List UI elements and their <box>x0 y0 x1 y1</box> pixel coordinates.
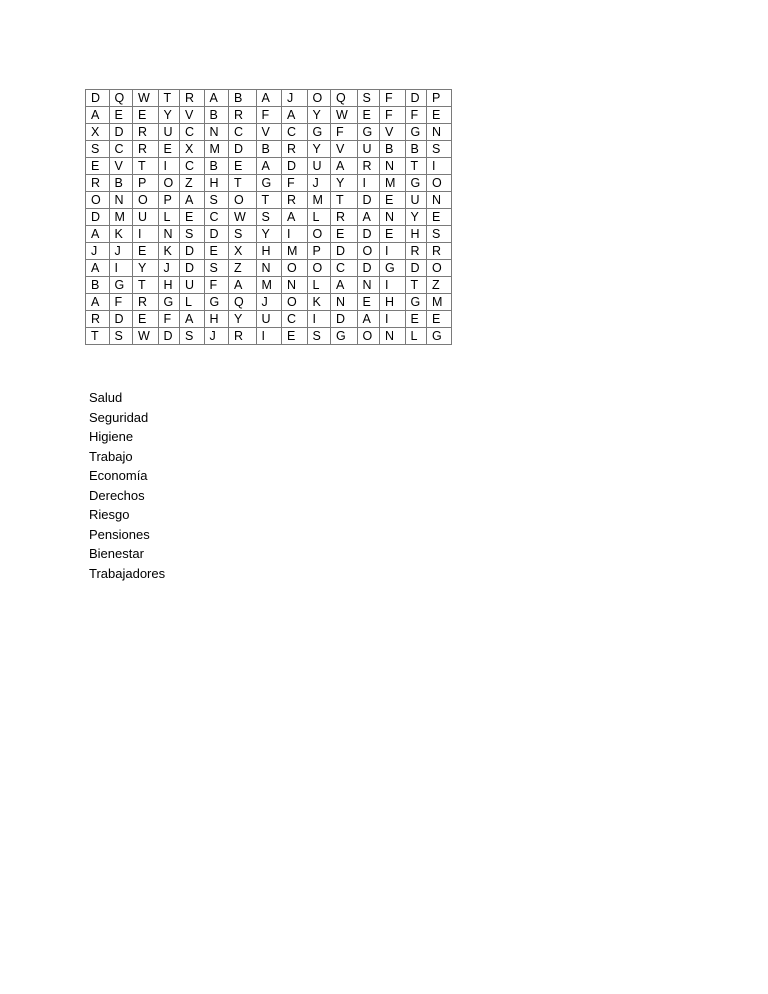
grid-letter-cell: H <box>204 311 229 328</box>
grid-letter-cell: F <box>405 107 427 124</box>
grid-letter-cell: J <box>158 260 180 277</box>
grid-letter-cell: I <box>307 311 331 328</box>
grid-row <box>86 294 452 311</box>
grid-row <box>86 226 452 243</box>
grid-row <box>86 260 452 277</box>
grid-row <box>86 243 452 260</box>
grid-row <box>86 124 452 141</box>
word-list-item: Trabajadores <box>89 565 166 581</box>
grid-letter-cell: O <box>282 294 308 311</box>
grid-letter-cell: F <box>380 107 406 124</box>
grid-letter-cell: R <box>331 209 358 226</box>
word-list-item: Seguridad <box>89 409 149 425</box>
grid-letter-cell: L <box>180 294 205 311</box>
grid-letter-cell: U <box>256 311 282 328</box>
grid-letter-cell: U <box>357 141 380 158</box>
grid-letter-cell: W <box>331 107 358 124</box>
grid-letter-cell: N <box>357 277 380 294</box>
grid-letter-cell: O <box>307 226 331 243</box>
grid-letter-cell: I <box>256 328 282 345</box>
grid-letter-cell: M <box>109 209 133 226</box>
grid-letter-cell: E <box>427 311 452 328</box>
grid-letter-cell: C <box>229 124 257 141</box>
grid-letter-cell: I <box>133 226 159 243</box>
grid-letter-cell: E <box>86 158 110 175</box>
grid-letter-cell: N <box>282 277 308 294</box>
grid-letter-cell: U <box>180 277 205 294</box>
grid-letter-cell: O <box>282 260 308 277</box>
grid-letter-cell: O <box>229 192 257 209</box>
grid-letter-cell: N <box>380 158 406 175</box>
grid-letter-cell: S <box>180 226 205 243</box>
grid-letter-cell: O <box>357 243 380 260</box>
grid-letter-cell: F <box>204 277 229 294</box>
grid-letter-cell: G <box>256 175 282 192</box>
grid-letter-cell: O <box>427 260 452 277</box>
grid-letter-cell: B <box>204 107 229 124</box>
grid-letter-cell: F <box>256 107 282 124</box>
grid-letter-cell: D <box>331 311 358 328</box>
grid-letter-cell: L <box>158 209 180 226</box>
grid-letter-cell: I <box>158 158 180 175</box>
grid-letter-cell: R <box>229 107 257 124</box>
word-list-item: Salud <box>89 390 123 405</box>
grid-letter-cell: D <box>357 226 380 243</box>
grid-letter-cell: R <box>229 328 257 345</box>
grid-letter-cell: L <box>405 328 427 345</box>
grid-letter-cell: A <box>229 277 257 294</box>
grid-letter-cell: K <box>158 243 180 260</box>
word-search-grid-body <box>86 90 452 345</box>
grid-letter-cell: G <box>357 124 380 141</box>
grid-letter-cell: B <box>204 158 229 175</box>
grid-letter-cell: R <box>405 243 427 260</box>
grid-letter-cell: D <box>86 209 110 226</box>
grid-letter-cell: Z <box>180 175 205 192</box>
grid-letter-cell: G <box>427 328 452 345</box>
grid-letter-cell: Y <box>158 107 180 124</box>
grid-letter-cell: X <box>180 141 205 158</box>
grid-letter-cell: H <box>204 175 229 192</box>
grid-letter-cell: Q <box>109 90 133 107</box>
grid-letter-cell: K <box>307 294 331 311</box>
word-list-item: Riesgo <box>89 507 130 522</box>
grid-letter-cell: G <box>204 294 229 311</box>
grid-letter-cell: A <box>86 294 110 311</box>
grid-letter-cell: T <box>229 175 257 192</box>
grid-letter-cell: Q <box>229 294 257 311</box>
grid-letter-cell: O <box>357 328 380 345</box>
grid-letter-cell: H <box>256 243 282 260</box>
grid-letter-cell: D <box>180 260 205 277</box>
word-list-item: Economía <box>89 468 148 483</box>
grid-letter-cell: O <box>158 175 180 192</box>
grid-row <box>86 175 452 192</box>
grid-letter-cell: D <box>405 260 427 277</box>
grid-letter-cell: S <box>307 328 331 345</box>
grid-letter-cell: A <box>282 209 308 226</box>
grid-letter-cell: S <box>180 328 205 345</box>
grid-letter-cell: J <box>256 294 282 311</box>
grid-letter-cell: G <box>405 294 427 311</box>
grid-letter-cell: R <box>357 158 380 175</box>
word-list-item: Trabajo <box>89 448 133 464</box>
grid-letter-cell: U <box>405 192 427 209</box>
grid-letter-cell: S <box>86 141 110 158</box>
grid-letter-cell: Y <box>256 226 282 243</box>
grid-letter-cell: E <box>133 243 159 260</box>
grid-letter-cell: T <box>133 158 159 175</box>
grid-letter-cell: M <box>427 294 452 311</box>
grid-letter-cell: M <box>204 141 229 158</box>
grid-row <box>86 141 452 158</box>
grid-letter-cell: Y <box>331 175 358 192</box>
grid-letter-cell: P <box>158 192 180 209</box>
grid-letter-cell: T <box>86 328 110 345</box>
grid-letter-cell: V <box>180 107 205 124</box>
grid-letter-cell: N <box>109 192 133 209</box>
word-list-item: Pensiones <box>89 526 150 542</box>
grid-letter-cell: T <box>405 158 427 175</box>
grid-letter-cell: A <box>180 192 205 209</box>
grid-letter-cell: E <box>357 107 380 124</box>
grid-letter-cell: S <box>427 226 452 243</box>
grid-letter-cell: N <box>427 124 452 141</box>
grid-letter-cell: R <box>86 311 110 328</box>
word-list-item: Higiene <box>89 429 134 444</box>
grid-row <box>86 277 452 294</box>
grid-row <box>86 328 452 345</box>
grid-letter-cell: L <box>307 209 331 226</box>
grid-letter-cell: R <box>180 90 205 107</box>
grid-letter-cell: C <box>282 124 308 141</box>
grid-letter-cell: A <box>331 158 358 175</box>
grid-letter-cell: G <box>331 328 358 345</box>
grid-letter-cell: Y <box>405 209 427 226</box>
grid-letter-cell: R <box>282 141 308 158</box>
grid-letter-cell: A <box>180 311 205 328</box>
grid-row <box>86 209 452 226</box>
grid-letter-cell: D <box>229 141 257 158</box>
grid-letter-cell: E <box>331 226 358 243</box>
grid-letter-cell: V <box>109 158 133 175</box>
grid-letter-cell: O <box>307 90 331 107</box>
grid-letter-cell: I <box>380 311 406 328</box>
grid-letter-cell: V <box>256 124 282 141</box>
grid-letter-cell: S <box>109 328 133 345</box>
grid-letter-cell: F <box>331 124 358 141</box>
grid-letter-cell: C <box>282 311 308 328</box>
grid-letter-cell: R <box>427 243 452 260</box>
grid-letter-cell: R <box>86 175 110 192</box>
grid-letter-cell: R <box>133 124 159 141</box>
grid-letter-cell: S <box>357 90 380 107</box>
grid-letter-cell: T <box>331 192 358 209</box>
grid-letter-cell: I <box>109 260 133 277</box>
grid-letter-cell: Z <box>229 260 257 277</box>
grid-letter-cell: D <box>109 311 133 328</box>
grid-letter-cell: Y <box>229 311 257 328</box>
grid-letter-cell: E <box>229 158 257 175</box>
grid-letter-cell: E <box>282 328 308 345</box>
grid-letter-cell: R <box>282 192 308 209</box>
grid-letter-cell: I <box>357 175 380 192</box>
word-search-grid <box>85 89 452 345</box>
grid-letter-cell: W <box>133 90 159 107</box>
grid-letter-cell: H <box>380 294 406 311</box>
grid-letter-cell: N <box>158 226 180 243</box>
grid-letter-cell: Y <box>307 107 331 124</box>
grid-letter-cell: E <box>380 192 406 209</box>
grid-letter-cell: N <box>331 294 358 311</box>
grid-letter-cell: P <box>307 243 331 260</box>
grid-letter-cell: E <box>405 311 427 328</box>
grid-letter-cell: Y <box>307 141 331 158</box>
word-list-item: Bienestar <box>89 546 144 561</box>
grid-letter-cell: B <box>380 141 406 158</box>
grid-letter-cell: A <box>86 226 110 243</box>
grid-letter-cell: F <box>282 175 308 192</box>
grid-letter-cell: F <box>158 311 180 328</box>
grid-letter-cell: O <box>427 175 452 192</box>
grid-letter-cell: M <box>282 243 308 260</box>
grid-row <box>86 158 452 175</box>
grid-letter-cell: O <box>86 192 110 209</box>
grid-letter-cell: U <box>133 209 159 226</box>
grid-letter-cell: E <box>158 141 180 158</box>
grid-letter-cell: J <box>204 328 229 345</box>
grid-letter-cell: Z <box>427 277 452 294</box>
grid-letter-cell: E <box>427 209 452 226</box>
grid-letter-cell: U <box>307 158 331 175</box>
grid-letter-cell: J <box>282 90 308 107</box>
grid-letter-cell: D <box>158 328 180 345</box>
grid-letter-cell: M <box>307 192 331 209</box>
grid-letter-cell: O <box>133 192 159 209</box>
grid-letter-cell: K <box>109 226 133 243</box>
grid-letter-cell: R <box>133 141 159 158</box>
grid-letter-cell: B <box>86 277 110 294</box>
grid-letter-cell: M <box>256 277 282 294</box>
grid-letter-cell: J <box>86 243 110 260</box>
grid-letter-cell: O <box>307 260 331 277</box>
grid-letter-cell: V <box>380 124 406 141</box>
grid-letter-cell: N <box>256 260 282 277</box>
grid-row <box>86 192 452 209</box>
grid-letter-cell: P <box>427 90 452 107</box>
grid-letter-cell: B <box>109 175 133 192</box>
grid-letter-cell: S <box>204 260 229 277</box>
grid-letter-cell: I <box>380 243 406 260</box>
grid-letter-cell: G <box>307 124 331 141</box>
grid-letter-cell: E <box>180 209 205 226</box>
grid-letter-cell: D <box>405 90 427 107</box>
grid-letter-cell: G <box>380 260 406 277</box>
grid-letter-cell: E <box>109 107 133 124</box>
grid-letter-cell: I <box>282 226 308 243</box>
grid-letter-cell: Y <box>133 260 159 277</box>
grid-letter-cell: J <box>109 243 133 260</box>
grid-letter-cell: D <box>204 226 229 243</box>
grid-letter-cell: P <box>133 175 159 192</box>
word-list <box>89 388 165 583</box>
grid-letter-cell: N <box>380 209 406 226</box>
grid-letter-cell: L <box>307 277 331 294</box>
grid-letter-cell: S <box>256 209 282 226</box>
grid-letter-cell: D <box>282 158 308 175</box>
grid-letter-cell: C <box>180 124 205 141</box>
grid-letter-cell: T <box>256 192 282 209</box>
grid-row <box>86 311 452 328</box>
grid-letter-cell: H <box>158 277 180 294</box>
grid-letter-cell: X <box>86 124 110 141</box>
grid-letter-cell: B <box>229 90 257 107</box>
grid-letter-cell: A <box>86 260 110 277</box>
grid-letter-cell: G <box>109 277 133 294</box>
grid-letter-cell: B <box>256 141 282 158</box>
grid-letter-cell: V <box>331 141 358 158</box>
grid-letter-cell: F <box>109 294 133 311</box>
grid-letter-cell: X <box>229 243 257 260</box>
grid-row <box>86 107 452 124</box>
grid-letter-cell: D <box>357 192 380 209</box>
grid-row <box>86 90 452 107</box>
grid-letter-cell: E <box>204 243 229 260</box>
grid-letter-cell: C <box>109 141 133 158</box>
grid-letter-cell: A <box>86 107 110 124</box>
grid-letter-cell: F <box>380 90 406 107</box>
grid-letter-cell: W <box>229 209 257 226</box>
grid-letter-cell: N <box>204 124 229 141</box>
grid-letter-cell: S <box>204 192 229 209</box>
grid-letter-cell: A <box>204 90 229 107</box>
grid-letter-cell: D <box>357 260 380 277</box>
grid-letter-cell: T <box>405 277 427 294</box>
grid-letter-cell: M <box>380 175 406 192</box>
grid-letter-cell: C <box>180 158 205 175</box>
grid-letter-cell: N <box>380 328 406 345</box>
grid-letter-cell: C <box>331 260 358 277</box>
grid-letter-cell: A <box>331 277 358 294</box>
grid-letter-cell: T <box>158 90 180 107</box>
grid-letter-cell: E <box>427 107 452 124</box>
grid-letter-cell: S <box>427 141 452 158</box>
grid-letter-cell: A <box>256 158 282 175</box>
grid-letter-cell: J <box>307 175 331 192</box>
grid-letter-cell: D <box>331 243 358 260</box>
grid-letter-cell: Q <box>331 90 358 107</box>
grid-letter-cell: D <box>180 243 205 260</box>
grid-letter-cell: B <box>405 141 427 158</box>
grid-letter-cell: H <box>405 226 427 243</box>
grid-letter-cell: A <box>357 209 380 226</box>
grid-letter-cell: I <box>427 158 452 175</box>
grid-letter-cell: D <box>109 124 133 141</box>
grid-letter-cell: E <box>133 107 159 124</box>
grid-letter-cell: C <box>204 209 229 226</box>
grid-letter-cell: W <box>133 328 159 345</box>
grid-letter-cell: E <box>380 226 406 243</box>
grid-letter-cell: N <box>427 192 452 209</box>
grid-letter-cell: G <box>405 124 427 141</box>
grid-letter-cell: U <box>158 124 180 141</box>
grid-letter-cell: G <box>405 175 427 192</box>
grid-letter-cell: T <box>133 277 159 294</box>
grid-letter-cell: E <box>357 294 380 311</box>
grid-letter-cell: D <box>86 90 110 107</box>
grid-letter-cell: A <box>256 90 282 107</box>
grid-letter-cell: I <box>380 277 406 294</box>
grid-letter-cell: R <box>133 294 159 311</box>
grid-letter-cell: E <box>133 311 159 328</box>
grid-letter-cell: G <box>158 294 180 311</box>
word-list-item: Derechos <box>89 487 145 503</box>
grid-letter-cell: A <box>357 311 380 328</box>
grid-letter-cell: S <box>229 226 257 243</box>
grid-letter-cell: A <box>282 107 308 124</box>
